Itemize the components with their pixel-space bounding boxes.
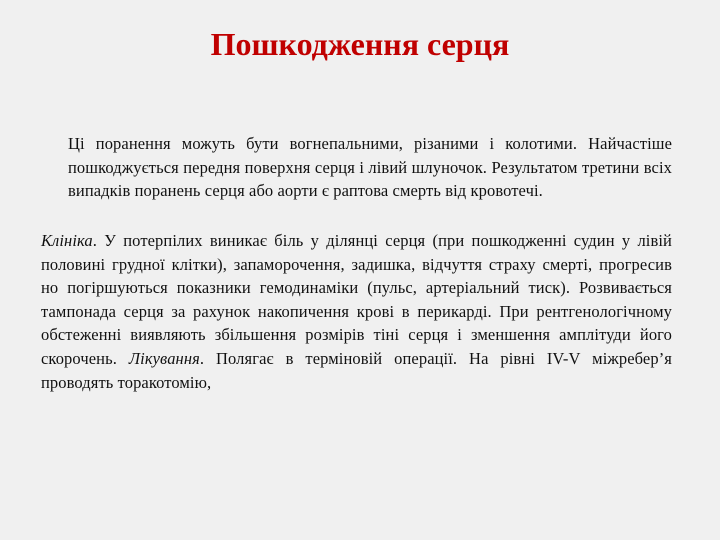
slide-title: Пошкодження серця bbox=[210, 26, 510, 62]
treatment-label: Лікування bbox=[128, 348, 200, 368]
paragraph-clinic bbox=[41, 229, 672, 394]
clinic-text: . У потерпілих виникає біль у ділянці серця (при пошкодженні судин у лівій половині грудної клітки), запаморочення, задишка, відчуття страху смерті, прогресив но погіршуються показники гемодинаміки (пульс, артеріальний тиск). Розвивається тампонада серця за рахунок накопичення крові в перикарді. При рентгенологічному обстеженні виявляють збільшення розмірів тіні серця і зменшення амплітуди його скорочень. bbox=[41, 231, 672, 368]
treatment-text: . Полягає в терміновій операції. На рівні IV-V міжребер’я проводять торакотомію, bbox=[41, 348, 672, 392]
paragraph-injuries: Ці поранення можуть бути вогнепальними, різаними і колотими. Найчастіше пошкоджується передня поверхня серця і лівий шлуночок. Результатом третини всіх випадків поранень серця або аорти є раптова смерть від кровотечі. bbox=[68, 134, 672, 201]
clinic-label: Клініка bbox=[41, 231, 93, 250]
